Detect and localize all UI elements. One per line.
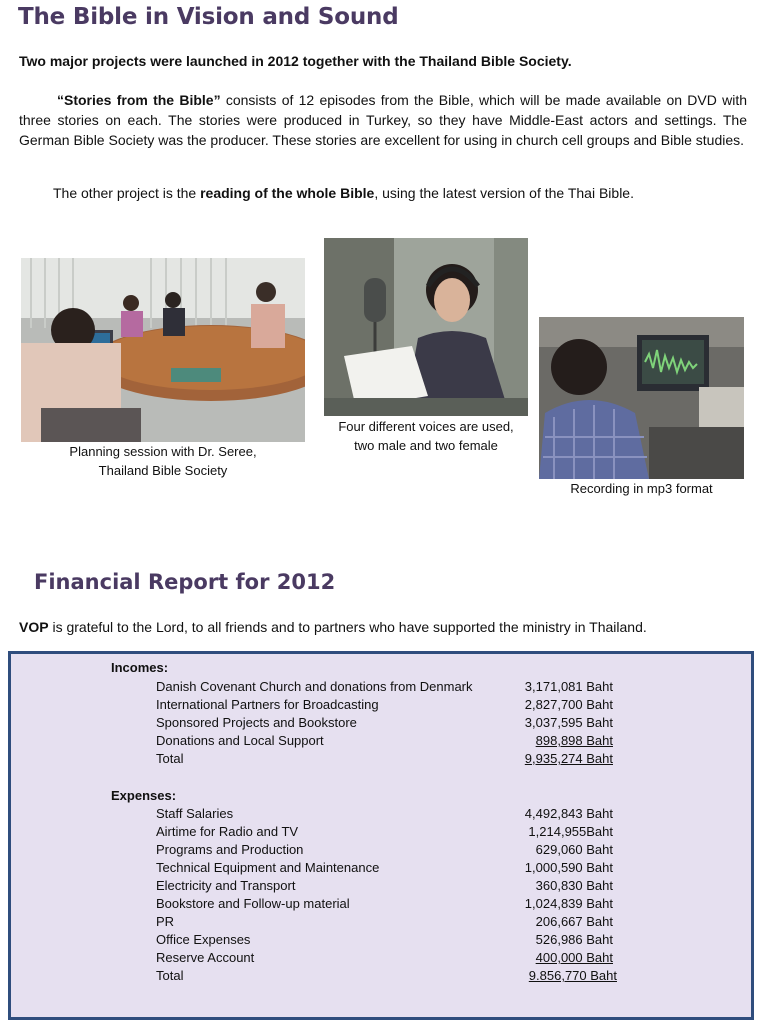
financial-intro-text: is grateful to the Lord, to all friends and to partners who have supported the ministry in Thailand. xyxy=(48,619,647,635)
expense-value: 629,060 Baht xyxy=(535,842,613,857)
income-label: Sponsored Projects and Bookstore xyxy=(156,715,357,730)
expense-label: Technical Equipment and Maintenance xyxy=(156,860,380,875)
caption-line: Thailand Bible Society xyxy=(98,463,228,478)
expense-label: Programs and Production xyxy=(156,842,304,857)
income-label: International Partners for Broadcasting xyxy=(156,697,379,712)
income-label: Danish Covenant Church and donations from Denmark xyxy=(156,679,473,694)
expense-label: Office Expenses xyxy=(156,932,251,947)
income-value: 3,037,595 Baht xyxy=(524,715,613,730)
income-value: 3,171,081 Baht xyxy=(524,679,613,694)
planning-session-photo xyxy=(21,258,305,442)
expense-label: Bookstore and Follow-up material xyxy=(156,896,350,911)
stories-description: consists of 12 episodes from the Bible, which will be made available on DVD with three stories on each. The stories were produced in Turkey, so they have Middle-East actors and settings. The German Bible Society was the producer. These stories are excellent for using in church cell groups and Bible studies. xyxy=(19,92,747,148)
income-label: Donations and Local Support xyxy=(156,733,324,748)
mp3-recording-photo xyxy=(539,317,744,479)
reading-bold: reading of the whole Bible xyxy=(200,185,375,201)
income-value: 898,898 Baht xyxy=(535,733,613,748)
incomes-heading: Incomes: xyxy=(111,660,169,675)
reading-post: , using the latest version of the Thai Bible. xyxy=(374,185,634,201)
expenses-heading: Expenses: xyxy=(111,788,177,803)
stories-title: “Stories from the Bible” xyxy=(57,92,221,108)
caption-line: Planning session with Dr. Seree, xyxy=(69,444,257,459)
planning-session-caption xyxy=(30,442,296,480)
intro-text: Two major projects were launched in 2012 together with the Thailand Bible Society. xyxy=(19,53,572,69)
income-value: 2,827,700 Baht xyxy=(524,697,613,712)
expense-label: Electricity and Transport xyxy=(156,878,296,893)
expense-value: 1,214,955Baht xyxy=(528,824,613,839)
reading-pre: The other project is the xyxy=(53,185,201,201)
expense-value: 360,830 Baht xyxy=(535,878,613,893)
expense-value: 1,000,590 Baht xyxy=(524,860,613,875)
expense-value: 400,000 Baht xyxy=(535,950,613,965)
stories-paragraph xyxy=(19,90,747,150)
voice-recording-photo xyxy=(324,238,528,416)
expenses-total-label: Total xyxy=(156,968,184,983)
financial-intro xyxy=(19,617,747,637)
page-title: The Bible in Vision and Sound xyxy=(18,4,399,30)
reading-paragraph xyxy=(19,183,747,203)
expense-value: 526,986 Baht xyxy=(535,932,613,947)
voice-recording-caption xyxy=(314,417,538,455)
expense-value: 1,024,839 Baht xyxy=(524,896,613,911)
caption-line: Recording in mp3 format xyxy=(570,481,713,496)
expense-label: Airtime for Radio and TV xyxy=(156,824,299,839)
mp3-recording-caption xyxy=(539,479,744,498)
expense-value: 4,492,843 Baht xyxy=(524,806,613,821)
caption-line: two male and two female xyxy=(354,438,498,453)
expense-label: PR xyxy=(156,914,175,929)
financial-table xyxy=(8,651,754,1020)
expense-label: Reserve Account xyxy=(156,950,255,965)
caption-line: Four different voices are used, xyxy=(338,419,514,434)
incomes-total-label: Total xyxy=(156,751,184,766)
expense-label: Staff Salaries xyxy=(156,806,234,821)
expenses-total-value: 9.856,770 Baht xyxy=(528,968,617,983)
incomes-total-value: 9,935,274 Baht xyxy=(524,751,613,766)
vop-label: VOP xyxy=(19,619,49,635)
expense-value: 206,667 Baht xyxy=(535,914,613,929)
financial-report-title: Financial Report for 2012 xyxy=(34,570,336,594)
